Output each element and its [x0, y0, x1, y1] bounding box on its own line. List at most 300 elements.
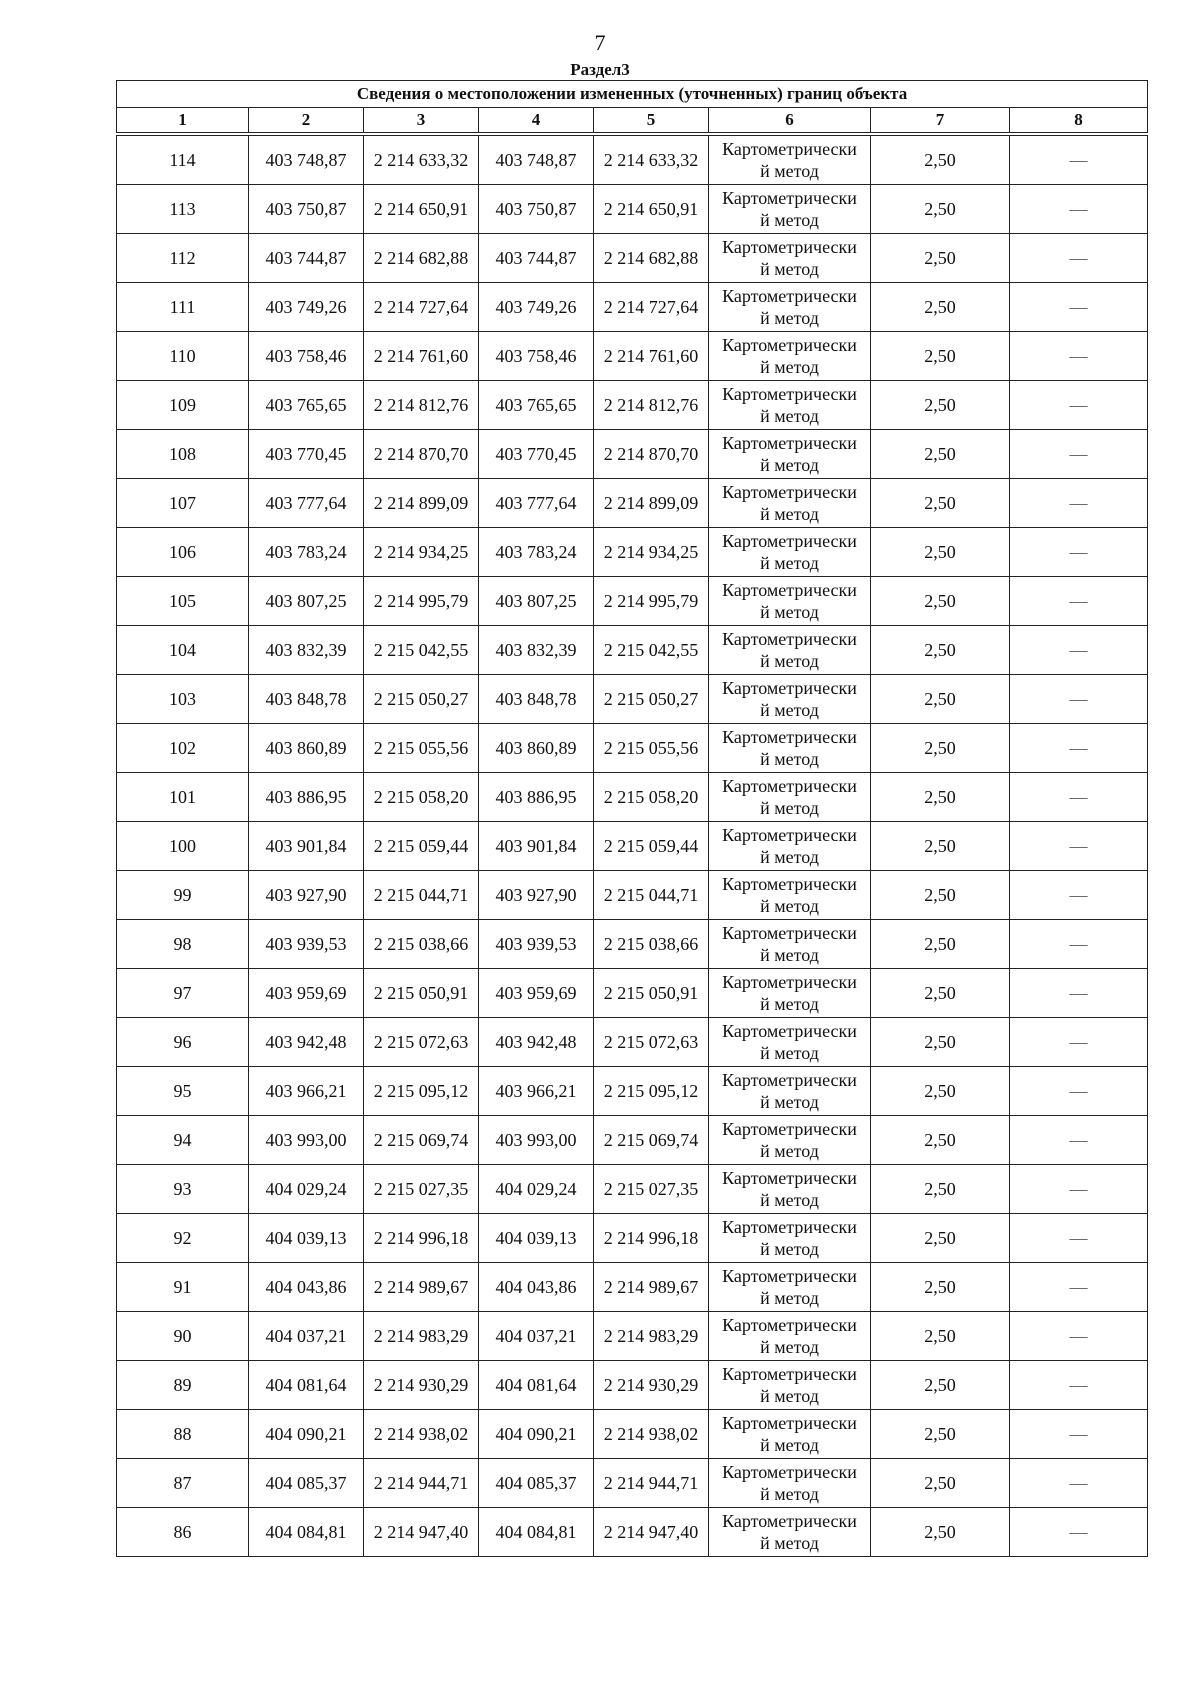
table-row [117, 871, 1148, 920]
method-text-line: Картометрически [722, 678, 857, 698]
point-number-cell: 97 [117, 969, 249, 1018]
y-refined-cell: 2 214 947,40 [594, 1508, 709, 1557]
method-cell [709, 185, 871, 234]
x-existing-cell: 404 085,37 [249, 1459, 364, 1508]
point-number-cell: 95 [117, 1067, 249, 1116]
x-refined-cell: 403 777,64 [479, 479, 594, 528]
x-existing-cell: 403 942,48 [249, 1018, 364, 1067]
note-cell: — [1010, 1312, 1148, 1361]
note-cell: — [1010, 626, 1148, 675]
method-cell [709, 1018, 871, 1067]
x-refined-cell: 403 927,90 [479, 871, 594, 920]
x-existing-cell: 403 744,87 [249, 234, 364, 283]
table-row [117, 1459, 1148, 1508]
note-cell: — [1010, 1214, 1148, 1263]
x-refined-cell: 404 081,64 [479, 1361, 594, 1410]
method-text-line: Картометрически [722, 1119, 857, 1139]
method-text-line: й метод [760, 798, 819, 818]
point-number-cell: 96 [117, 1018, 249, 1067]
accuracy-cell: 2,50 [871, 430, 1010, 479]
method-text-line: Картометрически [722, 825, 857, 845]
column-header: 4 [479, 108, 594, 133]
table-row [117, 1018, 1148, 1067]
point-number-cell: 98 [117, 920, 249, 969]
method-cell [709, 626, 871, 675]
table-row [117, 136, 1148, 185]
table-row [117, 1116, 1148, 1165]
note-cell: — [1010, 1165, 1148, 1214]
x-refined-cell: 404 084,81 [479, 1508, 594, 1557]
method-cell [709, 430, 871, 479]
note-cell: — [1010, 185, 1148, 234]
point-number-cell: 93 [117, 1165, 249, 1214]
table-row [117, 577, 1148, 626]
x-existing-cell: 403 848,78 [249, 675, 364, 724]
note-cell: — [1010, 1263, 1148, 1312]
y-refined-cell: 2 214 934,25 [594, 528, 709, 577]
note-cell: — [1010, 577, 1148, 626]
y-existing-cell: 2 215 038,66 [364, 920, 479, 969]
table-row [117, 1312, 1148, 1361]
accuracy-cell: 2,50 [871, 1410, 1010, 1459]
method-text-line: Картометрически [722, 384, 857, 404]
point-number-cell: 90 [117, 1312, 249, 1361]
y-existing-cell: 2 215 095,12 [364, 1067, 479, 1116]
point-number-cell: 103 [117, 675, 249, 724]
x-refined-cell: 403 901,84 [479, 822, 594, 871]
method-text-line: Картометрически [722, 776, 857, 796]
method-cell [709, 528, 871, 577]
table-row [117, 479, 1148, 528]
method-text-line: й метод [760, 455, 819, 475]
y-existing-cell: 2 214 930,29 [364, 1361, 479, 1410]
x-refined-cell: 403 748,87 [479, 136, 594, 185]
accuracy-cell: 2,50 [871, 871, 1010, 920]
method-text-line: Картометрически [722, 1266, 857, 1286]
accuracy-cell: 2,50 [871, 920, 1010, 969]
x-refined-cell: 403 993,00 [479, 1116, 594, 1165]
x-existing-cell: 403 927,90 [249, 871, 364, 920]
x-refined-cell: 403 848,78 [479, 675, 594, 724]
y-refined-cell: 2 214 938,02 [594, 1410, 709, 1459]
x-refined-cell: 403 959,69 [479, 969, 594, 1018]
method-text-line: Картометрически [722, 1462, 857, 1482]
y-refined-cell: 2 215 058,20 [594, 773, 709, 822]
y-existing-cell: 2 214 934,25 [364, 528, 479, 577]
accuracy-cell: 2,50 [871, 675, 1010, 724]
x-refined-cell: 403 750,87 [479, 185, 594, 234]
accuracy-cell: 2,50 [871, 577, 1010, 626]
point-number-cell: 114 [117, 136, 249, 185]
x-refined-cell: 404 090,21 [479, 1410, 594, 1459]
method-cell [709, 871, 871, 920]
accuracy-cell: 2,50 [871, 1116, 1010, 1165]
y-existing-cell: 2 215 050,27 [364, 675, 479, 724]
accuracy-cell: 2,50 [871, 1018, 1010, 1067]
method-text-line: й метод [760, 259, 819, 279]
method-cell [709, 283, 871, 332]
table-row [117, 1263, 1148, 1312]
method-text-line: Картометрически [722, 286, 857, 306]
column-header: 1 [117, 108, 249, 133]
x-refined-cell: 403 886,95 [479, 773, 594, 822]
boundary-coordinates-table [116, 80, 1148, 1557]
x-refined-cell: 403 744,87 [479, 234, 594, 283]
method-cell [709, 1263, 871, 1312]
method-text-line: й метод [760, 651, 819, 671]
point-number-cell: 109 [117, 381, 249, 430]
y-existing-cell: 2 215 042,55 [364, 626, 479, 675]
x-existing-cell: 404 037,21 [249, 1312, 364, 1361]
column-number-row [117, 108, 1148, 133]
method-text-line: й метод [760, 406, 819, 426]
column-header: 7 [871, 108, 1010, 133]
table-row [117, 381, 1148, 430]
table-row [117, 185, 1148, 234]
method-text-line: Картометрически [722, 580, 857, 600]
point-number-cell: 89 [117, 1361, 249, 1410]
method-cell [709, 479, 871, 528]
y-refined-cell: 2 215 095,12 [594, 1067, 709, 1116]
x-refined-cell: 404 029,24 [479, 1165, 594, 1214]
x-existing-cell: 404 090,21 [249, 1410, 364, 1459]
method-text-line: й метод [760, 357, 819, 377]
x-refined-cell: 403 807,25 [479, 577, 594, 626]
y-existing-cell: 2 214 899,09 [364, 479, 479, 528]
method-text-line: Картометрически [722, 482, 857, 502]
method-text-line: й метод [760, 308, 819, 328]
table-row [117, 773, 1148, 822]
note-cell: — [1010, 871, 1148, 920]
y-refined-cell: 2 214 727,64 [594, 283, 709, 332]
table-row [117, 332, 1148, 381]
point-number-cell: 86 [117, 1508, 249, 1557]
y-refined-cell: 2 215 038,66 [594, 920, 709, 969]
y-refined-cell: 2 215 059,44 [594, 822, 709, 871]
page-number: 7 [594, 30, 606, 55]
column-header: 5 [594, 108, 709, 133]
note-cell: — [1010, 1508, 1148, 1557]
x-refined-cell: 403 966,21 [479, 1067, 594, 1116]
point-number-cell: 99 [117, 871, 249, 920]
method-text-line: й метод [760, 504, 819, 524]
x-refined-cell: 403 860,89 [479, 724, 594, 773]
note-cell: — [1010, 1116, 1148, 1165]
y-existing-cell: 2 214 812,76 [364, 381, 479, 430]
note-cell: — [1010, 969, 1148, 1018]
note-cell: — [1010, 332, 1148, 381]
x-existing-cell: 404 043,86 [249, 1263, 364, 1312]
y-refined-cell: 2 214 633,32 [594, 136, 709, 185]
method-cell [709, 1214, 871, 1263]
x-existing-cell: 403 749,26 [249, 283, 364, 332]
method-cell [709, 822, 871, 871]
method-text-line: й метод [760, 1190, 819, 1210]
y-existing-cell: 2 215 055,56 [364, 724, 479, 773]
x-refined-cell: 404 039,13 [479, 1214, 594, 1263]
y-existing-cell: 2 215 027,35 [364, 1165, 479, 1214]
method-text-line: Картометрически [722, 1511, 857, 1531]
x-existing-cell: 403 993,00 [249, 1116, 364, 1165]
point-number-cell: 100 [117, 822, 249, 871]
x-existing-cell: 403 966,21 [249, 1067, 364, 1116]
y-existing-cell: 2 214 947,40 [364, 1508, 479, 1557]
accuracy-cell: 2,50 [871, 332, 1010, 381]
y-refined-cell: 2 214 650,91 [594, 185, 709, 234]
method-text-line: й метод [760, 700, 819, 720]
accuracy-cell: 2,50 [871, 626, 1010, 675]
x-existing-cell: 403 765,65 [249, 381, 364, 430]
point-number-cell: 104 [117, 626, 249, 675]
x-existing-cell: 403 777,64 [249, 479, 364, 528]
table-row [117, 1214, 1148, 1263]
point-number-cell: 107 [117, 479, 249, 528]
method-text-line: Картометрически [722, 1315, 857, 1335]
method-text-line: й метод [760, 1141, 819, 1161]
note-cell: — [1010, 381, 1148, 430]
method-text-line: й метод [760, 1435, 819, 1455]
point-number-cell: 113 [117, 185, 249, 234]
method-text-line: Картометрически [722, 1168, 857, 1188]
x-refined-cell: 404 037,21 [479, 1312, 594, 1361]
column-header: 2 [249, 108, 364, 133]
column-header: 8 [1010, 108, 1148, 133]
x-existing-cell: 403 959,69 [249, 969, 364, 1018]
accuracy-cell: 2,50 [871, 969, 1010, 1018]
note-cell: — [1010, 430, 1148, 479]
method-text-line: Картометрически [722, 1413, 857, 1433]
method-text-line: й метод [760, 1337, 819, 1357]
y-refined-cell: 2 214 996,18 [594, 1214, 709, 1263]
x-existing-cell: 403 748,87 [249, 136, 364, 185]
x-existing-cell: 403 886,95 [249, 773, 364, 822]
x-existing-cell: 403 770,45 [249, 430, 364, 479]
y-refined-cell: 2 215 050,91 [594, 969, 709, 1018]
method-cell [709, 234, 871, 283]
accuracy-cell: 2,50 [871, 381, 1010, 430]
method-cell [709, 1116, 871, 1165]
note-cell: — [1010, 675, 1148, 724]
y-existing-cell: 2 214 989,67 [364, 1263, 479, 1312]
point-number-cell: 102 [117, 724, 249, 773]
x-refined-cell: 403 758,46 [479, 332, 594, 381]
method-text-line: й метод [760, 994, 819, 1014]
y-existing-cell: 2 215 058,20 [364, 773, 479, 822]
method-text-line: й метод [760, 210, 819, 230]
note-cell: — [1010, 234, 1148, 283]
accuracy-cell: 2,50 [871, 234, 1010, 283]
accuracy-cell: 2,50 [871, 822, 1010, 871]
table-row [117, 675, 1148, 724]
accuracy-cell: 2,50 [871, 1508, 1010, 1557]
y-existing-cell: 2 214 983,29 [364, 1312, 479, 1361]
y-refined-cell: 2 215 055,56 [594, 724, 709, 773]
method-cell [709, 920, 871, 969]
note-cell: — [1010, 1067, 1148, 1116]
method-text-line: Картометрически [722, 139, 857, 159]
note-cell: — [1010, 479, 1148, 528]
accuracy-cell: 2,50 [871, 136, 1010, 185]
y-refined-cell: 2 215 042,55 [594, 626, 709, 675]
method-cell [709, 724, 871, 773]
note-cell: — [1010, 1459, 1148, 1508]
y-refined-cell: 2 215 072,63 [594, 1018, 709, 1067]
y-refined-cell: 2 214 983,29 [594, 1312, 709, 1361]
note-cell: — [1010, 1410, 1148, 1459]
point-number-cell: 110 [117, 332, 249, 381]
method-cell [709, 1361, 871, 1410]
y-existing-cell: 2 215 044,71 [364, 871, 479, 920]
point-number-cell: 112 [117, 234, 249, 283]
table-row [117, 1508, 1148, 1557]
note-cell: — [1010, 822, 1148, 871]
table-row [117, 528, 1148, 577]
x-existing-cell: 403 758,46 [249, 332, 364, 381]
method-text-line: Картометрически [722, 1217, 857, 1237]
x-refined-cell: 403 942,48 [479, 1018, 594, 1067]
point-number-cell: 94 [117, 1116, 249, 1165]
method-text-line: й метод [760, 553, 819, 573]
x-refined-cell: 403 783,24 [479, 528, 594, 577]
y-refined-cell: 2 215 050,27 [594, 675, 709, 724]
method-cell [709, 1165, 871, 1214]
table-row [117, 283, 1148, 332]
method-text-line: й метод [760, 945, 819, 965]
y-existing-cell: 2 215 069,74 [364, 1116, 479, 1165]
x-refined-cell: 403 832,39 [479, 626, 594, 675]
y-refined-cell: 2 214 682,88 [594, 234, 709, 283]
y-refined-cell: 2 215 044,71 [594, 871, 709, 920]
y-existing-cell: 2 214 727,64 [364, 283, 479, 332]
accuracy-cell: 2,50 [871, 1312, 1010, 1361]
x-existing-cell: 403 860,89 [249, 724, 364, 773]
section-title: Раздел3 [570, 60, 630, 79]
method-text-line: й метод [760, 1533, 819, 1553]
y-existing-cell: 2 214 944,71 [364, 1459, 479, 1508]
x-refined-cell: 404 085,37 [479, 1459, 594, 1508]
point-number-cell: 101 [117, 773, 249, 822]
table-row [117, 1361, 1148, 1410]
point-number-cell: 92 [117, 1214, 249, 1263]
method-cell [709, 969, 871, 1018]
accuracy-cell: 2,50 [871, 773, 1010, 822]
x-existing-cell: 403 783,24 [249, 528, 364, 577]
y-refined-cell: 2 214 930,29 [594, 1361, 709, 1410]
method-text-line: Картометрически [722, 629, 857, 649]
accuracy-cell: 2,50 [871, 1165, 1010, 1214]
method-cell [709, 1410, 871, 1459]
accuracy-cell: 2,50 [871, 479, 1010, 528]
method-text-line: й метод [760, 1239, 819, 1259]
method-cell [709, 1459, 871, 1508]
y-refined-cell: 2 214 995,79 [594, 577, 709, 626]
x-existing-cell: 404 081,64 [249, 1361, 364, 1410]
y-refined-cell: 2 214 812,76 [594, 381, 709, 430]
method-text-line: й метод [760, 1386, 819, 1406]
y-refined-cell: 2 214 761,60 [594, 332, 709, 381]
x-existing-cell: 404 039,13 [249, 1214, 364, 1263]
x-existing-cell: 403 939,53 [249, 920, 364, 969]
point-number-cell: 111 [117, 283, 249, 332]
method-text-line: Картометрически [722, 1070, 857, 1090]
table-row [117, 822, 1148, 871]
method-cell [709, 1067, 871, 1116]
table-body [117, 136, 1148, 1557]
accuracy-cell: 2,50 [871, 1361, 1010, 1410]
y-existing-cell: 2 214 682,88 [364, 234, 479, 283]
method-text-line: Картометрически [722, 188, 857, 208]
accuracy-cell: 2,50 [871, 185, 1010, 234]
x-existing-cell: 404 029,24 [249, 1165, 364, 1214]
point-number-cell: 91 [117, 1263, 249, 1312]
accuracy-cell: 2,50 [871, 528, 1010, 577]
y-refined-cell: 2 214 899,09 [594, 479, 709, 528]
y-existing-cell: 2 214 938,02 [364, 1410, 479, 1459]
method-text-line: й метод [760, 1288, 819, 1308]
table-row [117, 1410, 1148, 1459]
y-refined-cell: 2 214 989,67 [594, 1263, 709, 1312]
column-header: 6 [709, 108, 871, 133]
method-text-line: й метод [760, 602, 819, 622]
method-text-line: Картометрически [722, 237, 857, 257]
method-text-line: Картометрически [722, 874, 857, 894]
table-caption: Сведения о местоположении измененных (уточненных) границ объекта [117, 81, 1148, 108]
table-row [117, 969, 1148, 1018]
method-cell [709, 381, 871, 430]
method-text-line: Картометрически [722, 335, 857, 355]
table-row [117, 1165, 1148, 1214]
y-refined-cell: 2 214 870,70 [594, 430, 709, 479]
table-row [117, 626, 1148, 675]
note-cell: — [1010, 1361, 1148, 1410]
method-text-line: Картометрически [722, 433, 857, 453]
point-number-cell: 87 [117, 1459, 249, 1508]
x-refined-cell: 403 749,26 [479, 283, 594, 332]
note-cell: — [1010, 920, 1148, 969]
note-cell: — [1010, 528, 1148, 577]
x-existing-cell: 403 901,84 [249, 822, 364, 871]
method-cell [709, 577, 871, 626]
method-text-line: й метод [760, 749, 819, 769]
method-cell [709, 1508, 871, 1557]
method-text-line: й метод [760, 1043, 819, 1063]
accuracy-cell: 2,50 [871, 1214, 1010, 1263]
x-existing-cell: 403 750,87 [249, 185, 364, 234]
x-existing-cell: 404 084,81 [249, 1508, 364, 1557]
accuracy-cell: 2,50 [871, 1459, 1010, 1508]
y-existing-cell: 2 215 059,44 [364, 822, 479, 871]
point-number-cell: 108 [117, 430, 249, 479]
y-existing-cell: 2 214 650,91 [364, 185, 479, 234]
method-text-line: Картометрически [722, 1021, 857, 1041]
y-existing-cell: 2 214 995,79 [364, 577, 479, 626]
x-refined-cell: 403 770,45 [479, 430, 594, 479]
table-row [117, 724, 1148, 773]
point-number-cell: 106 [117, 528, 249, 577]
method-text-line: Картометрически [722, 972, 857, 992]
method-cell [709, 675, 871, 724]
method-text-line: й метод [760, 161, 819, 181]
method-text-line: Картометрически [722, 923, 857, 943]
y-existing-cell: 2 214 633,32 [364, 136, 479, 185]
method-text-line: Картометрически [722, 727, 857, 747]
y-refined-cell: 2 215 069,74 [594, 1116, 709, 1165]
method-text-line: й метод [760, 896, 819, 916]
table-row [117, 430, 1148, 479]
method-text-line: й метод [760, 847, 819, 867]
accuracy-cell: 2,50 [871, 1067, 1010, 1116]
point-number-cell: 105 [117, 577, 249, 626]
